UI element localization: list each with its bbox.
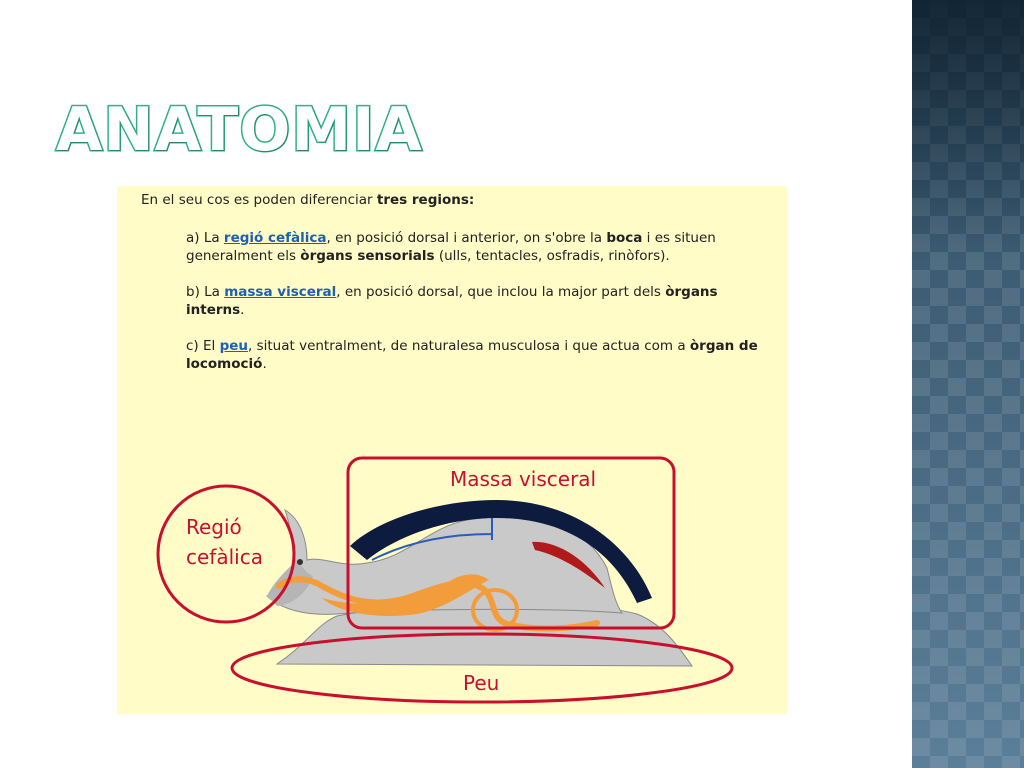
regio-label-line1: Regió bbox=[186, 515, 242, 539]
region-a-text: a) La regió cefàlica, en posició dorsal i anterior, on s'obre la boca i es situen generalment els òrgans sensorials (ulls, tentacles, osfradis, rinòfors). bbox=[186, 230, 716, 264]
snail-anatomy-diagram bbox=[117, 448, 787, 714]
region-c-text: c) El peu, situat ventralment, de naturalesa musculosa i que actua com a òrgan de locomoció. bbox=[186, 338, 758, 372]
region-b-text: b) La massa visceral, en posició dorsal, que inclou la major part dels òrgans interns. bbox=[186, 284, 718, 318]
massa-visceral-label: Massa visceral bbox=[450, 467, 597, 491]
peu-label: Peu bbox=[463, 671, 500, 695]
eye-dot bbox=[297, 559, 303, 565]
massa-visceral-link[interactable]: massa visceral bbox=[224, 284, 337, 300]
slide-title: ANATOMIA bbox=[56, 95, 423, 165]
regio-cefalica-link[interactable]: regió cefàlica bbox=[223, 230, 327, 246]
regio-label-line2: cefàlica bbox=[186, 545, 263, 569]
content-panel bbox=[117, 186, 787, 714]
decorative-side-band bbox=[912, 0, 1024, 768]
intro-bold: tres regions: bbox=[376, 192, 475, 208]
peu-link[interactable]: peu bbox=[219, 338, 248, 354]
intro-text: En el seu cos es poden diferenciar tres regions: bbox=[141, 192, 475, 208]
